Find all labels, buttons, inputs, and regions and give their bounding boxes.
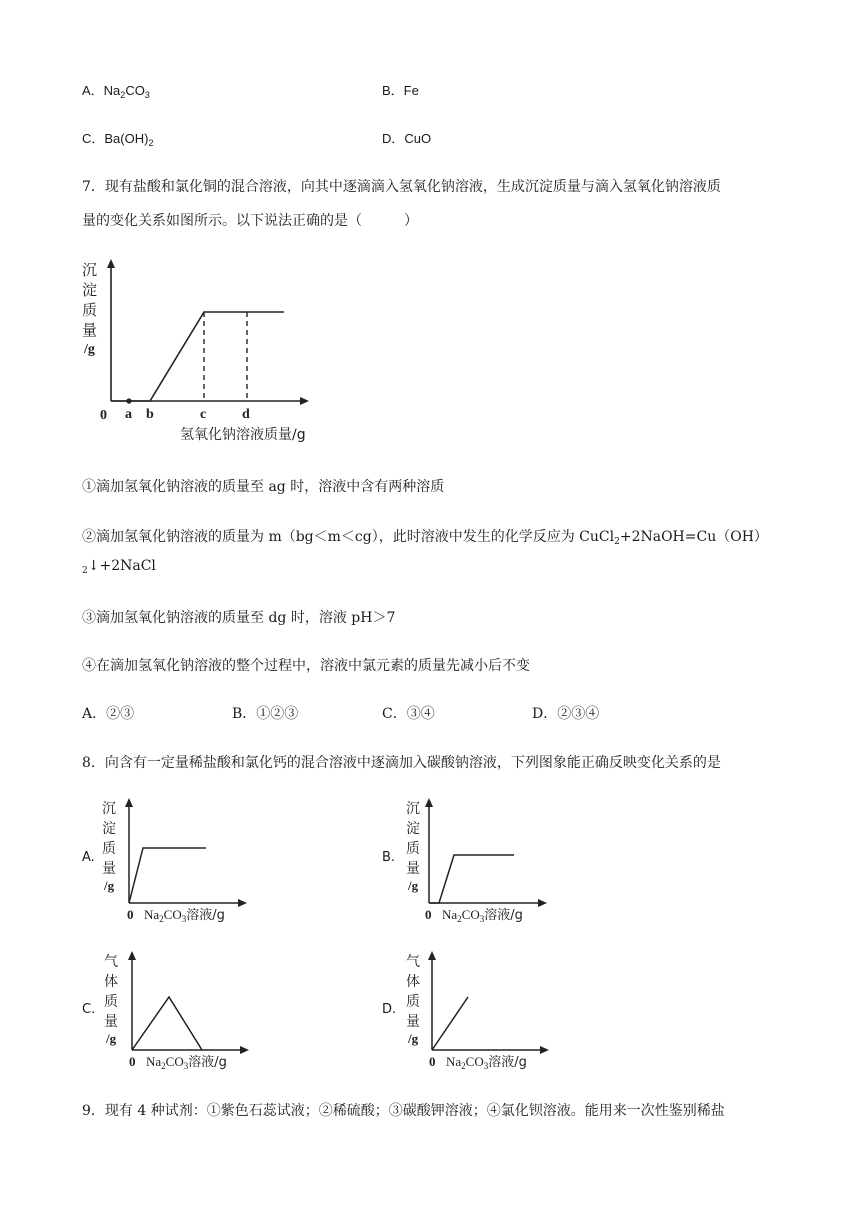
q7-tick-b: b [146,407,154,422]
q8-graph-c [102,946,262,1076]
q7-statement-2-cont: $_2$↓+2NaCl [82,558,156,576]
q8c-yunit: /g [106,1031,117,1046]
q8a-ylabel-char1: 沉 [102,801,116,817]
q8-stem: 8．向含有一定量稀盐酸和氯化钙的混合溶液中逐滴加入碳酸钠溶液，下列图象能正确反映变化关系的是 [82,755,721,771]
q7-point-a [126,398,131,403]
q8d-curve [432,997,468,1050]
q8c-x-arrow [240,1046,249,1054]
q7-tick-a: a [125,407,132,422]
q7-xlabel: 氢氧化钠溶液质量/g [180,427,306,443]
q8c-origin: 0 [129,1054,136,1069]
q7-ylabel-char2: 淀 [82,281,98,299]
q8d-ylabel-char3: 质 [406,994,420,1010]
q6-option-a: A．$Na_2CO_3$ [82,83,150,100]
q8d-yunit: /g [408,1031,419,1046]
q7-stem-line2: 量的变化关系如图所示。以下说法正确的是（ ） [82,213,418,229]
q7-statement-4: ④在滴加氢氧化钠溶液的整个过程中，溶液中氯元素的质量先减小后不变 [82,658,530,674]
q8-letter-d: D. [382,1002,397,1017]
q8a-y-arrow [125,798,133,807]
q7-choice-d: D．②③④ [532,706,600,722]
q8b-yunit: /g [408,878,419,893]
q8b-ylabel-char3: 质 [406,841,420,857]
q8c-xlabel: $Na_2CO_3$溶液/g [146,1054,227,1071]
q8b-x-arrow [538,899,547,907]
q8b-ylabel-char1: 沉 [406,801,420,817]
q8-letter-b: B. [382,850,396,865]
q8a-curve [129,848,206,903]
q8d-xlabel: $Na_2CO_3$溶液/g [446,1054,527,1071]
q8a-ylabel-char4: 量 [102,861,116,877]
q7-stem-line1: 7．现有盐酸和氯化铜的混合溶液，向其中逐滴滴入氢氧化钠溶液，生成沉淀质量与滴入氢氧化钠溶液质 [82,179,721,195]
q7-x-arrow [300,397,309,405]
q8b-ylabel-char2: 淀 [406,821,420,837]
q6-option-b: B．Fe [382,83,419,98]
q8a-yunit: /g [104,878,115,893]
q8a-xlabel: $Na_2CO_3$溶液/g [144,907,225,923]
q7-ylabel-char3: 质 [82,301,98,319]
q8b-origin: 0 [425,907,432,922]
q7-tick-c: c [200,407,207,422]
q8d-ylabel-char2: 体 [406,974,420,990]
q7-statement-1: ①滴加氢氧化钠溶液的质量至 ag 时，溶液中含有两种溶质 [82,479,445,495]
q8d-x-arrow [540,1046,549,1054]
q9-stem: 9．现有 4 种试剂：①紫色石蕊试液；②稀硫酸；③碳酸钾溶液；④氯化钡溶液。能用来一次性鉴别稀盐 [82,1103,725,1119]
q8d-ylabel-char4: 量 [406,1014,420,1030]
q7-statement-2: ②滴加氢氧化钠溶液的质量为 m（bg＜m＜cg），此时溶液中发生的化学反应为 CuCl$_2$+2NaOH=Cu（OH） [82,529,768,547]
q8a-ylabel-char3: 质 [102,841,116,857]
q8d-y-arrow [428,951,436,960]
q7-yunit: /g [84,342,95,357]
q8c-y-arrow [128,951,136,960]
q8a-origin: 0 [127,907,134,922]
q7-choice-c: C．③④ [382,706,435,722]
q8b-curve [429,855,514,903]
q8b-y-arrow [425,798,433,807]
q7-graph [80,255,340,445]
q6-option-c: C．$Ba(OH)_2$ [82,131,154,148]
q8-graph-b [404,793,564,923]
q7-y-arrow [107,259,115,268]
q8b-ylabel-char4: 量 [406,861,420,877]
q7-tick-d: d [242,407,250,422]
q7-choice-a: A．②③ [82,706,135,722]
q8c-ylabel-char4: 量 [104,1014,118,1030]
q8c-ylabel-char2: 体 [104,974,118,990]
q8d-ylabel-char1: 气 [406,954,420,970]
q7-choice-b: B．①②③ [232,706,299,722]
q8-letter-c: C. [82,1002,96,1017]
q7-curve [111,312,284,401]
q8c-ylabel-char1: 气 [104,954,118,970]
q7-ylabel-char1: 沉 [82,261,98,279]
q8-graph-a [100,793,260,923]
q6-option-d: D．CuO [382,131,432,146]
q8c-ylabel-char3: 质 [104,994,118,1010]
q8d-origin: 0 [429,1054,436,1069]
q7-statement-3: ③滴加氢氧化钠溶液的质量至 dg 时，溶液 pH＞7 [82,610,396,626]
q7-origin: 0 [100,408,107,423]
q8a-x-arrow [238,899,247,907]
q7-ylabel-char4: 量 [82,321,98,339]
q8c-curve [132,997,202,1050]
q8-letter-a: A. [82,850,95,865]
q8b-xlabel: $Na_2CO_3$溶液/g [442,907,523,923]
q8-graph-d [404,946,564,1076]
q8a-ylabel-char2: 淀 [102,821,116,837]
